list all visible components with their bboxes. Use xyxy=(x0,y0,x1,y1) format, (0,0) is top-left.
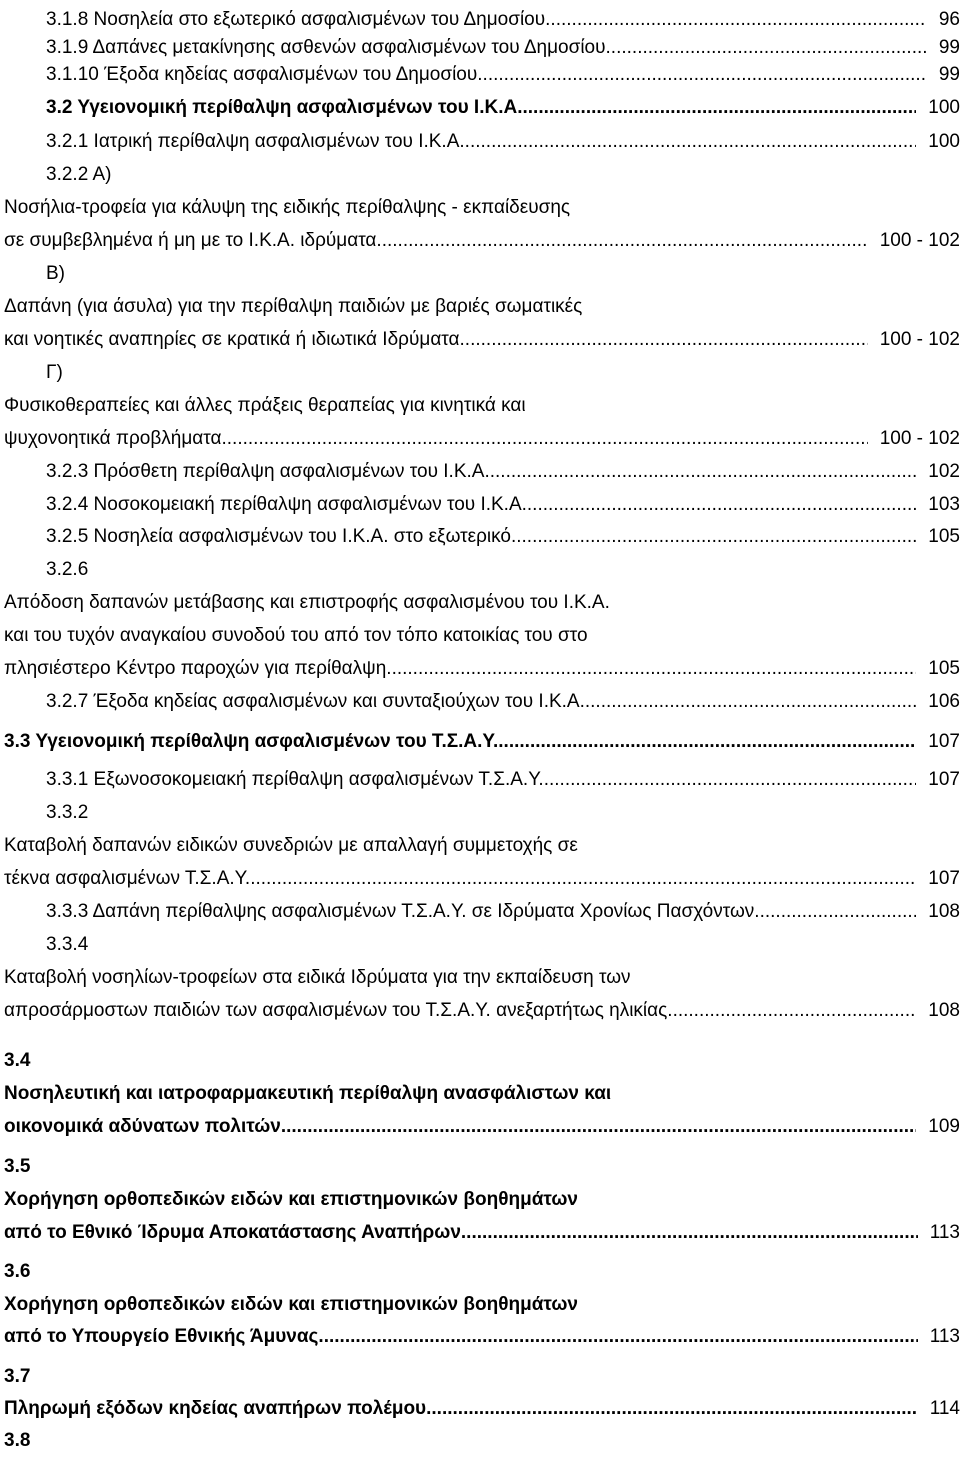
toc-text-line: Χορήγηση ορθοπεδικών ειδών και επιστημονικών βοηθημάτων xyxy=(4,1294,578,1315)
toc-entry-title: σε συμβεβλημένα ή μη με το Ι.Κ.Α. ιδρύματα. xyxy=(4,230,382,251)
toc-number-3-5: 3.5 xyxy=(4,1156,31,1177)
toc-entry-3-6[interactable] xyxy=(4,1322,960,1352)
toc-entry-3-7[interactable] xyxy=(4,1394,960,1424)
leader-dots xyxy=(392,654,917,684)
toc-entry-3-1-9[interactable] xyxy=(46,33,960,63)
toc-entry-page: 109 xyxy=(928,1116,960,1137)
leader-dots xyxy=(483,60,927,90)
toc-entry-page: 100 - 102 xyxy=(879,428,960,449)
leader-dots xyxy=(585,687,916,717)
toc-entry-3-3-3[interactable] xyxy=(46,897,960,927)
leader-dots xyxy=(227,424,868,454)
toc-entry-title: 3.2.7 Έξοδα κηδείας ασφαλισμένων και συνταξιούχων του Ι.Κ.Α. xyxy=(46,691,585,712)
toc-entry-title: 3.1.10 Έξοδα κηδείας ασφαλισμένων του Δημοσίου. xyxy=(46,64,483,85)
toc-entry-3-2-7[interactable] xyxy=(46,687,960,717)
toc-entry-title: οικονομικά αδύνατων πολιτών. xyxy=(4,1116,287,1137)
toc-entry-page: 114 xyxy=(929,1398,960,1419)
leader-dots xyxy=(498,727,916,757)
toc-entry-title: 3.2 Υγειονομική περίθαλψη ασφαλισμένων του Ι.Κ.Α. xyxy=(46,97,523,118)
toc-number-3-8: 3.8 xyxy=(4,1430,31,1451)
toc-entry-title: πλησιέστερο Κέντρο παροχών για περίθαλψη. xyxy=(4,658,392,679)
toc-text-line: Χορήγηση ορθοπεδικών ειδών και επιστημονικών βοηθημάτων xyxy=(4,1189,578,1210)
toc-entry-title: 3.1.9 Δαπάνες μετακίνησης ασθενών ασφαλισμένων του Δημοσίου. xyxy=(46,37,611,58)
toc-entry-3-3-4[interactable] xyxy=(4,996,960,1026)
toc-entry-title: 3.2.5 Νοσηλεία ασφαλισμένων του Ι.Κ.Α. στο εξωτερικό. xyxy=(46,526,517,547)
toc-entry-3-2[interactable] xyxy=(46,93,960,123)
toc-number-3-4: 3.4 xyxy=(4,1050,31,1071)
toc-entry-title: 3.2.3 Πρόσθετη περίθαλψη ασφαλισμένων του Ι.Κ.Α. xyxy=(46,461,490,482)
toc-entry-3-2-5[interactable] xyxy=(46,522,960,552)
toc-entry-page: 107 xyxy=(928,769,960,790)
toc-entry-title: από το Εθνικό Ίδρυμα Αποκατάστασης Αναπήρων. xyxy=(4,1222,467,1243)
toc-number-3-3-2: 3.3.2 xyxy=(46,802,89,823)
toc-entry-3-3[interactable] xyxy=(4,727,960,757)
toc-entry-3-2-2-c[interactable] xyxy=(4,424,960,454)
toc-text-line: Καταβολή δαπανών ειδικών συνεδριών με απαλλαγή συμμετοχής σε xyxy=(4,835,578,856)
leader-dots xyxy=(431,1394,917,1424)
leader-dots xyxy=(250,864,916,894)
toc-entry-page: 100 - 102 xyxy=(879,230,960,251)
toc-entry-3-1-8[interactable] xyxy=(46,5,960,35)
leader-dots xyxy=(527,490,916,520)
toc-number-3-2-6: 3.2.6 xyxy=(46,559,89,580)
leader-dots xyxy=(550,5,926,35)
toc-text-line: Καταβολή νοσηλίων-τροφείων στα ειδικά Ιδρύματα για την εκπαίδευση των xyxy=(4,967,631,988)
leader-dots xyxy=(382,226,868,256)
toc-entry-title: Πληρωμή εξόδων κηδείας αναπήρων πολέμου. xyxy=(4,1398,432,1419)
leader-dots xyxy=(465,325,868,355)
toc-entry-page: 100 xyxy=(928,97,960,118)
leader-dots xyxy=(465,127,917,157)
toc-entry-3-3-1[interactable] xyxy=(46,765,960,795)
toc-number-3-6: 3.6 xyxy=(4,1261,31,1282)
toc-entry-page: 107 xyxy=(928,868,960,889)
toc-entry-page: 107 xyxy=(928,731,960,752)
toc-entry-title: 3.2.1 Ιατρική περίθαλψη ασφαλισμένων του Ι.Κ.Α. xyxy=(46,131,465,152)
toc-entry-title: 3.3.1 Εξωνοσοκομειακή περίθαλψη ασφαλισμένων Τ.Σ.Α.Υ. xyxy=(46,769,544,790)
toc-entry-title: 3.2.4 Νοσοκομειακή περίθαλψη ασφαλισμένων του Ι.Κ.Α. xyxy=(46,494,527,515)
toc-entry-page: 102 xyxy=(928,461,960,482)
leader-dots xyxy=(324,1322,918,1352)
toc-text-line: Απόδοση δαπανών μετάβασης και επιστροφής ασφαλισμένου του Ι.Κ.Α. xyxy=(4,592,610,613)
leader-dots xyxy=(760,897,917,927)
toc-entry-3-2-6[interactable] xyxy=(4,654,960,684)
toc-text-line: και του τυχόν αναγκαίου συνοδού του από τον τόπο κατοικίας του στο xyxy=(4,625,588,646)
toc-entry-3-2-3[interactable] xyxy=(46,457,960,487)
toc-entry-page: 96 xyxy=(938,9,960,30)
leader-dots xyxy=(490,457,917,487)
toc-entry-3-4[interactable] xyxy=(4,1112,960,1142)
toc-entry-3-2-2-a[interactable] xyxy=(4,226,960,256)
leader-dots xyxy=(516,522,916,552)
toc-entry-3-5[interactable] xyxy=(4,1218,960,1248)
toc-entry-3-2-4[interactable] xyxy=(46,490,960,520)
toc-entry-title: 3.3.3 Δαπάνη περίθαλψης ασφαλισμένων Τ.Σ.Α.Υ. σε Ιδρύματα Χρονίως Πασχόντων. xyxy=(46,901,760,922)
toc-entry-page: 99 xyxy=(938,37,960,58)
toc-number-c: Γ) xyxy=(46,362,63,383)
toc-entry-page: 105 xyxy=(928,526,960,547)
toc-entry-title: 3.1.8 Νοσηλεία στο εξωτερικό ασφαλισμένων του Δημοσίου. xyxy=(46,9,551,30)
toc-entry-page: 106 xyxy=(928,691,960,712)
toc-entry-3-3-2[interactable] xyxy=(4,864,960,894)
toc-entry-title: και νοητικές αναπηρίες σε κρατικά ή ιδιωτικά Ιδρύματα. xyxy=(4,329,465,350)
toc-entry-3-1-10[interactable] xyxy=(46,60,960,90)
toc-text-line: Φυσικοθεραπείες και άλλες πράξεις θεραπείας για κινητικά και xyxy=(4,395,526,416)
toc-text-line: Δαπάνη (για άσυλα) για την περίθαλψη παιδιών με βαριές σωματικές xyxy=(4,296,583,317)
leader-dots xyxy=(286,1112,916,1142)
toc-entry-3-2-1[interactable] xyxy=(46,127,960,157)
toc-entry-title: απροσάρμοστων παιδιών των ασφαλισμένων του Τ.Σ.Α.Υ. ανεξαρτήτως ηλικίας. xyxy=(4,1000,673,1021)
leader-dots xyxy=(544,765,917,795)
leader-dots xyxy=(466,1218,918,1248)
toc-number-3-3-4: 3.3.4 xyxy=(46,934,89,955)
toc-entry-page: 108 xyxy=(928,1000,960,1021)
toc-text-line: Νοσήλια-τροφεία για κάλυψη της ειδικής περίθαλψης - εκπαίδευσης xyxy=(4,197,571,218)
toc-entry-title: ψυχονοητικά προβλήματα. xyxy=(4,428,227,449)
toc-entry-page: 105 xyxy=(928,658,960,679)
toc-entry-3-2-2-b[interactable] xyxy=(4,325,960,355)
toc-number-3-2-2: 3.2.2 Α) xyxy=(46,164,112,185)
toc-entry-title: 3.3 Υγειονομική περίθαλψη ασφαλισμένων του Τ.Σ.Α.Υ. xyxy=(4,731,499,752)
toc-number-b: Β) xyxy=(46,263,65,284)
toc-entry-page: 113 xyxy=(929,1222,960,1243)
toc-number-3-7: 3.7 xyxy=(4,1366,31,1387)
toc-entry-page: 100 xyxy=(928,131,960,152)
toc-text-line: Νοσηλευτική και ιατροφαρμακευτική περίθαλψη ανασφάλιστων και xyxy=(4,1083,612,1104)
leader-dots xyxy=(673,996,917,1026)
toc-entry-page: 103 xyxy=(928,494,960,515)
toc-entry-title: από το Υπουργείο Εθνικής Άμυνας. xyxy=(4,1326,324,1347)
leader-dots xyxy=(611,33,927,63)
toc-entry-page: 113 xyxy=(929,1326,960,1347)
toc-entry-page: 100 - 102 xyxy=(879,329,960,350)
toc-entry-page: 108 xyxy=(928,901,960,922)
toc-entry-title: τέκνα ασφαλισμένων Τ.Σ.Α.Υ. xyxy=(4,868,251,889)
leader-dots xyxy=(522,93,916,123)
toc-entry-page: 99 xyxy=(938,64,960,85)
